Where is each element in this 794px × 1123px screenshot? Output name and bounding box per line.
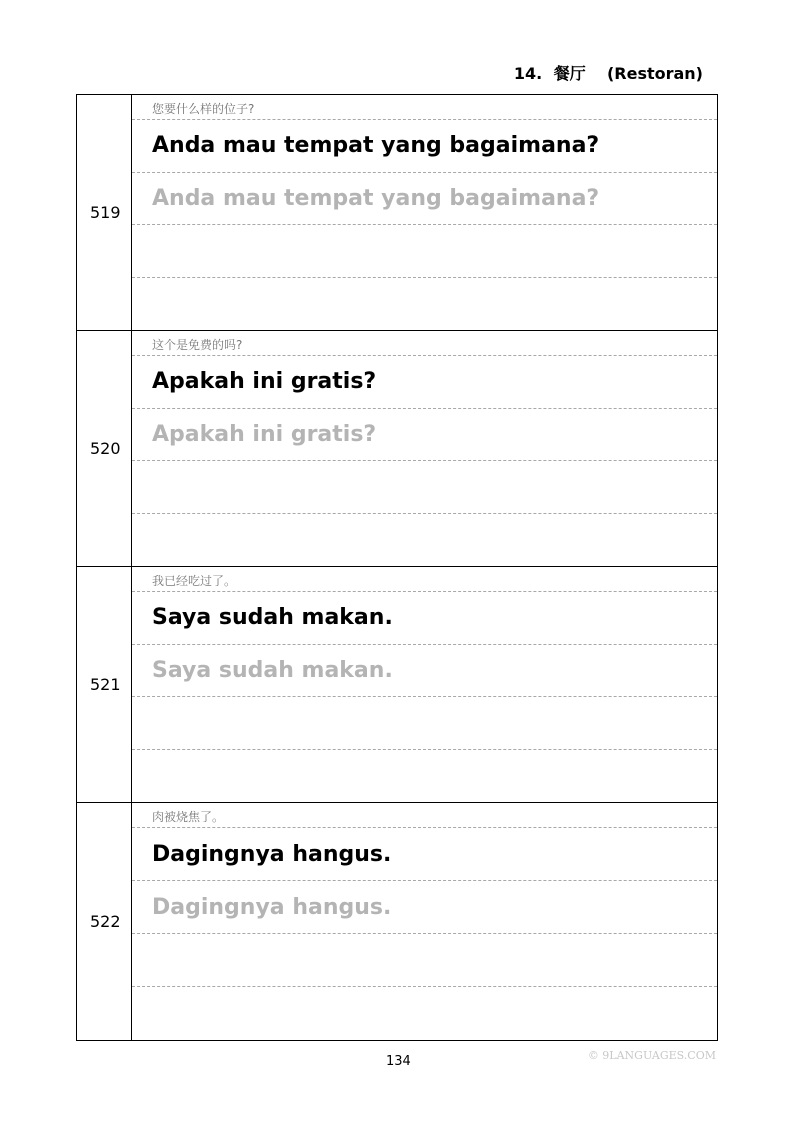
example-sentence: Anda mau tempat yang bagaimana? <box>132 120 717 173</box>
entry-519 <box>77 95 717 331</box>
blank-writing-line[interactable] <box>132 514 717 566</box>
entry-number: 521 <box>77 567 132 802</box>
example-sentence: Dagingnya hangus. <box>132 828 717 881</box>
blank-writing-line[interactable] <box>132 461 717 514</box>
chapter-number: 14. <box>513 64 543 83</box>
entry-lines <box>132 95 717 330</box>
entry-lines <box>132 803 717 1040</box>
chapter-title-indonesian: (Restoran) <box>606 64 703 83</box>
example-sentence: Saya sudah makan. <box>132 592 717 645</box>
chinese-prompt: 肉被烧焦了。 <box>132 803 717 828</box>
blank-writing-line[interactable] <box>132 278 717 330</box>
blank-writing-line[interactable] <box>132 934 717 987</box>
example-sentence: Apakah ini gratis? <box>132 356 717 409</box>
entry-number: 519 <box>77 95 132 330</box>
copyright-watermark: © 9LANGUAGES.COM <box>587 1049 716 1062</box>
practice-worksheet <box>76 94 718 1041</box>
entry-number: 522 <box>77 803 132 1040</box>
entry-number: 520 <box>77 331 132 566</box>
entry-lines <box>132 331 717 566</box>
chinese-prompt: 这个是免费的吗? <box>132 331 717 356</box>
tracing-sentence: Saya sudah makan. <box>132 645 717 698</box>
entry-521 <box>77 567 717 803</box>
blank-writing-line[interactable] <box>132 697 717 750</box>
entry-lines <box>132 567 717 802</box>
tracing-sentence: Anda mau tempat yang bagaimana? <box>132 173 717 226</box>
entry-522 <box>77 803 717 1040</box>
tracing-sentence: Apakah ini gratis? <box>132 409 717 462</box>
blank-writing-line[interactable] <box>132 750 717 802</box>
entry-520 <box>77 331 717 567</box>
blank-writing-line[interactable] <box>132 225 717 278</box>
chinese-prompt: 您要什么样的位子? <box>132 95 717 120</box>
page-number: 134 <box>386 1054 411 1069</box>
tracing-sentence: Dagingnya hangus. <box>132 881 717 934</box>
blank-writing-line[interactable] <box>132 987 717 1039</box>
page-header <box>76 63 703 85</box>
chapter-title-chinese: 餐厅 <box>553 64 586 83</box>
chinese-prompt: 我已经吃过了。 <box>132 567 717 592</box>
